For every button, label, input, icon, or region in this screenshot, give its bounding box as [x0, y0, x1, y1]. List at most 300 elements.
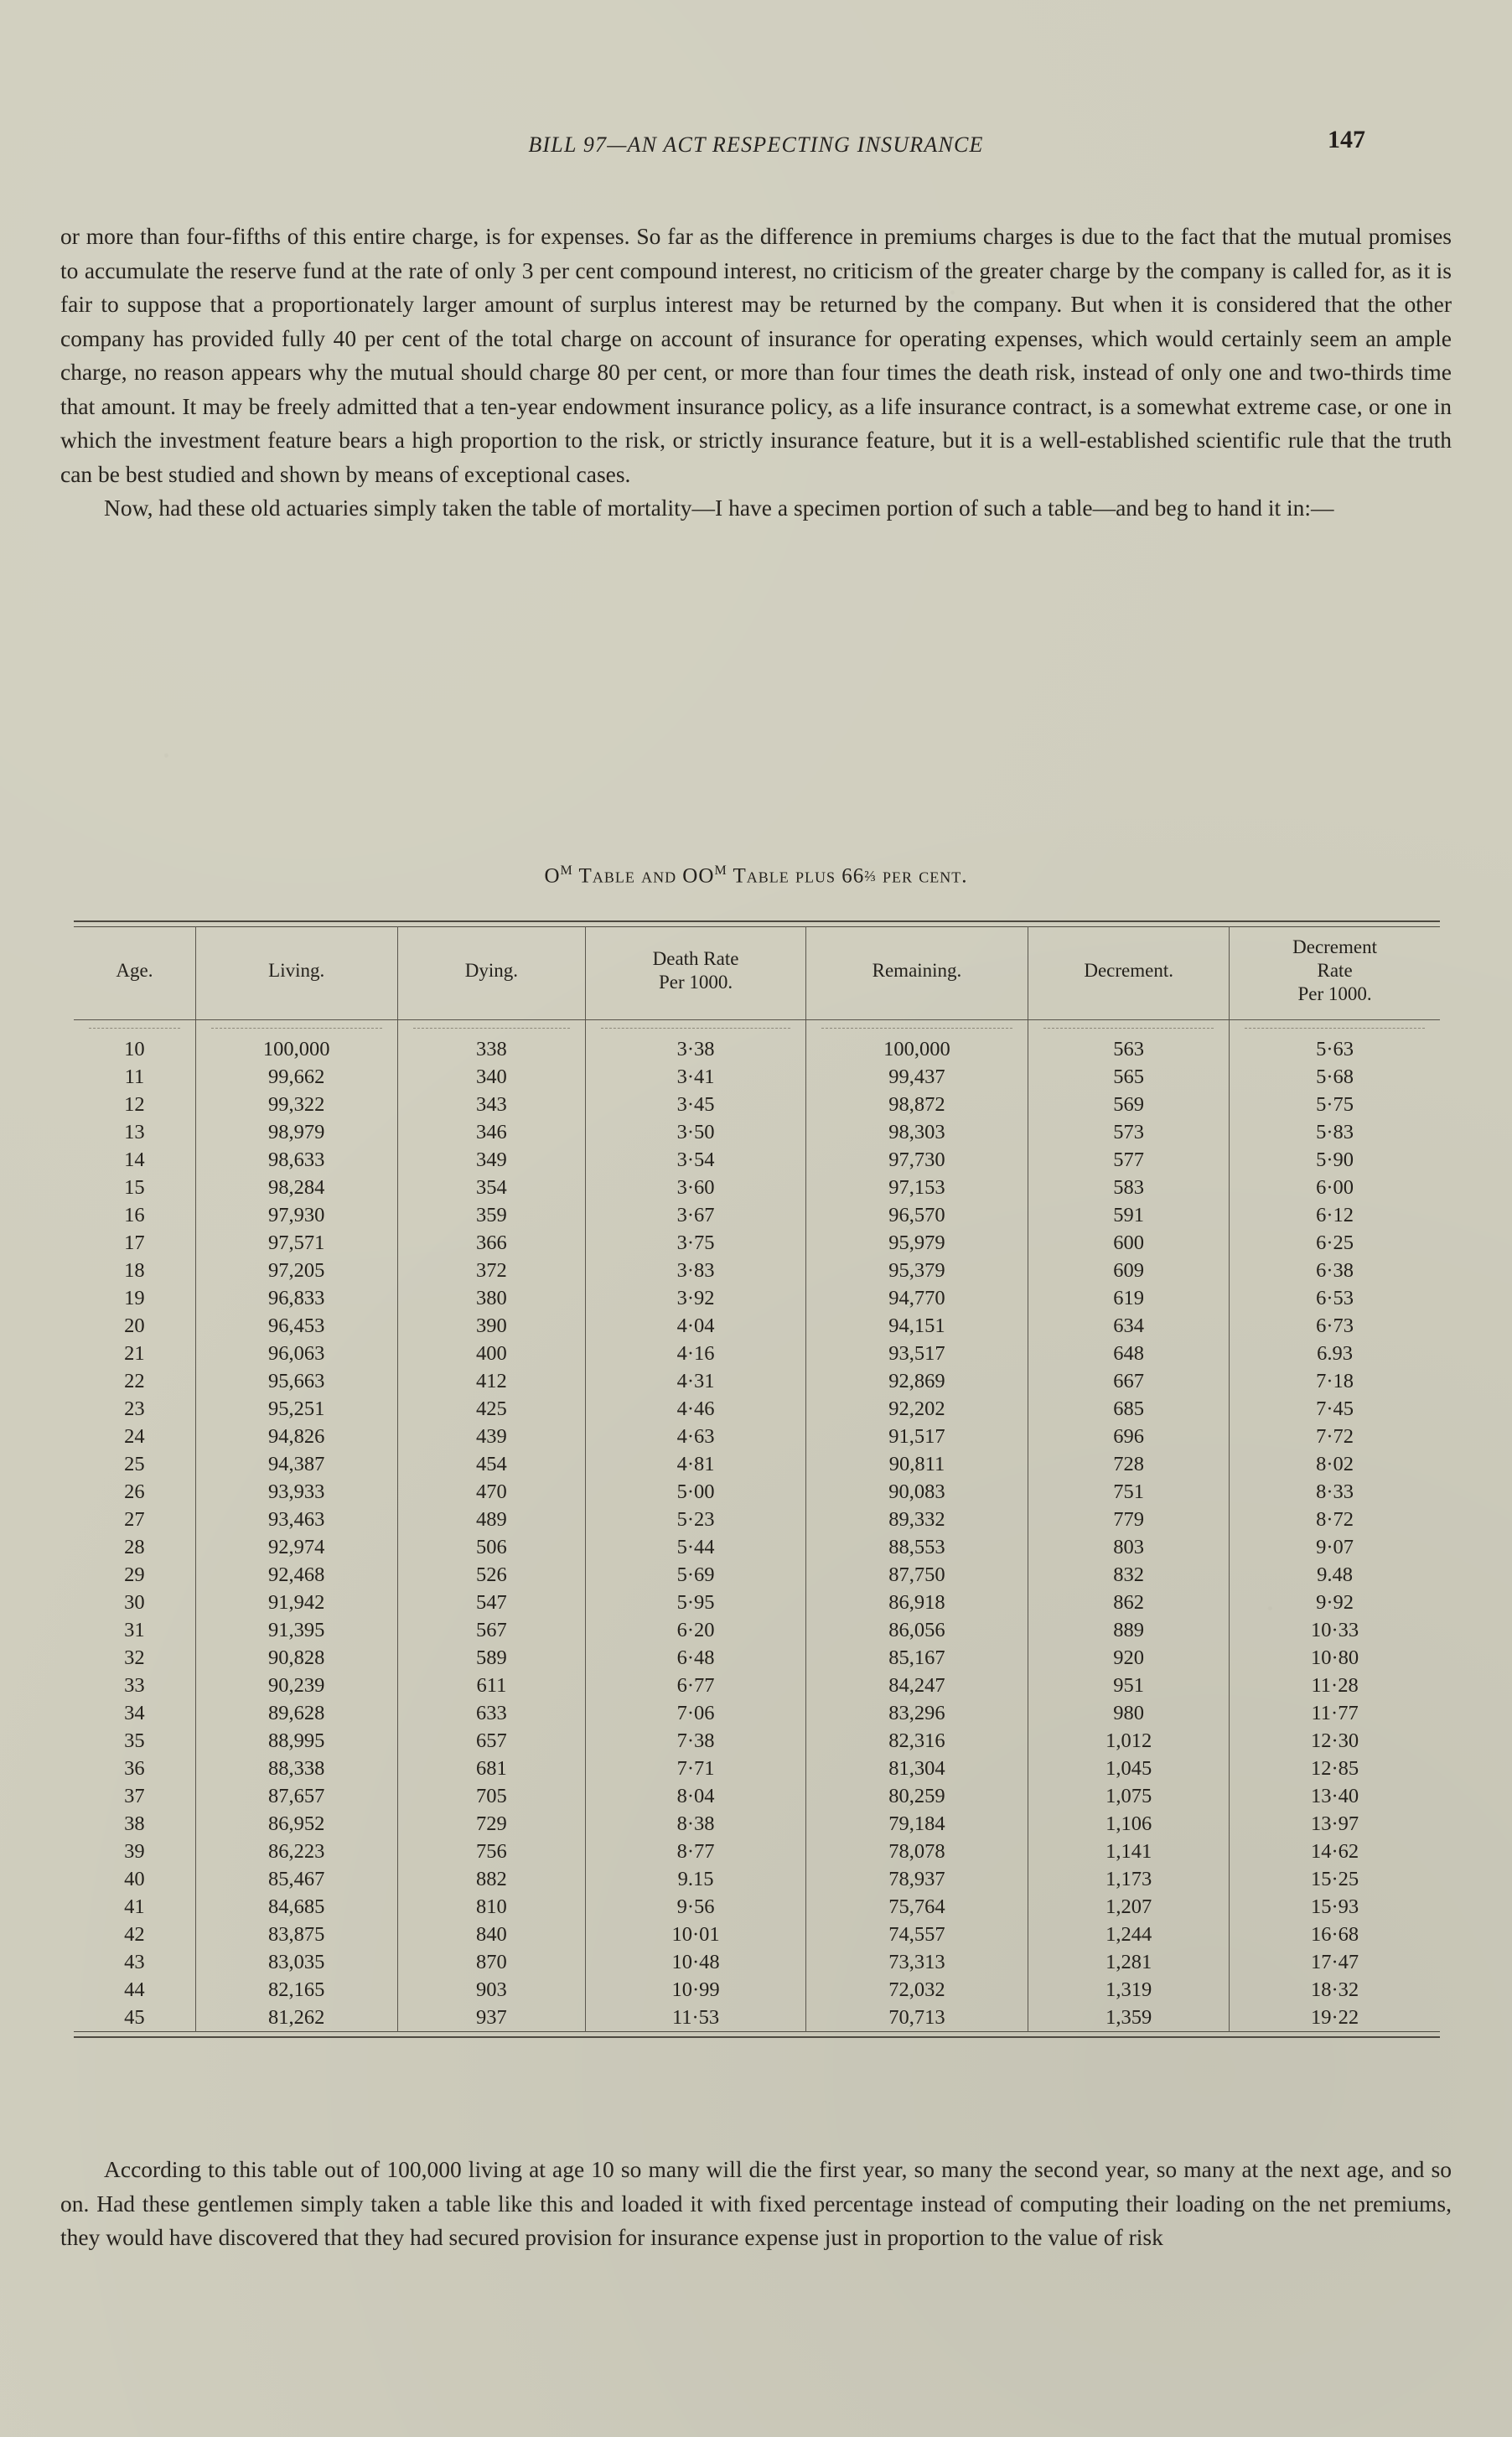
table-row [74, 1423, 1440, 1450]
cell-living: 93,933 [195, 1478, 397, 1506]
cell-age: 37 [124, 1784, 145, 1807]
cell-dying: 882 [397, 1865, 586, 1893]
cell-remaining: 99,437 [805, 1063, 1028, 1091]
cell-decrement-rate: 9·07 [1230, 1533, 1440, 1561]
cell-living: 92,974 [195, 1533, 397, 1561]
cell-death-rate: 5·00 [586, 1478, 805, 1506]
table-caption-mid-2: Table plus 66 [727, 864, 865, 888]
table-footer [74, 2032, 1440, 2038]
cell-remaining: 90,083 [805, 1478, 1028, 1506]
table-header [74, 921, 1440, 1035]
cell-age: 24 [124, 1424, 145, 1448]
cell-dying: 380 [397, 1284, 586, 1312]
cell-death-rate: 4·63 [586, 1423, 805, 1450]
cell-decrement: 980 [1028, 1699, 1230, 1727]
column-header-dying [397, 927, 586, 1020]
cell-living: 100,000 [195, 1035, 397, 1063]
cell-living: 85,467 [195, 1865, 397, 1893]
table-row [74, 1395, 1440, 1423]
cell-living: 88,995 [195, 1727, 397, 1755]
paragraph-3: According to this table out of 100,000 living at age 10 so many will die the first year, so many the second year, so many at the next age, and so on. Had these gentlemen simply taken a table like this and loaded it with fixed percentage instead of computing their loading on the net premiums, they would have discovered that they had secured provision for insurance expense just in proportion to the value of risk [60, 2156, 1452, 2250]
cell-remaining: 80,259 [805, 1782, 1028, 1810]
table-caption-pre: O [544, 864, 561, 888]
column-header-age-line-1: Age. [116, 960, 153, 981]
cell-decrement-rate: 13·40 [1230, 1782, 1440, 1810]
page-number: 147 [1328, 126, 1365, 153]
table-row [74, 1229, 1440, 1257]
cell-age: 22 [124, 1369, 145, 1392]
cell-decrement: 685 [1028, 1395, 1230, 1423]
cell-decrement-rate: 6·38 [1230, 1257, 1440, 1284]
cell-death-rate: 7·06 [586, 1699, 805, 1727]
cell-living: 94,387 [195, 1450, 397, 1478]
cell-death-rate: 4·16 [586, 1340, 805, 1367]
cell-remaining: 92,202 [805, 1395, 1028, 1423]
cell-age: 44 [124, 1978, 145, 2001]
table-row [74, 1976, 1440, 2004]
table-row [74, 1146, 1440, 1174]
table-row [74, 1589, 1440, 1616]
cell-death-rate: 3·50 [586, 1118, 805, 1146]
cell-death-rate: 10·48 [586, 1948, 805, 1976]
cell-dying: 589 [397, 1644, 586, 1672]
cell-dying: 346 [397, 1118, 586, 1146]
cell-living: 91,395 [195, 1616, 397, 1644]
cell-decrement-rate: 5·68 [1230, 1063, 1440, 1091]
cell-living: 88,338 [195, 1755, 397, 1782]
cell-remaining: 98,872 [805, 1091, 1028, 1118]
table-row [74, 1506, 1440, 1533]
cell-death-rate: 4·46 [586, 1395, 805, 1423]
mortality-table-wrapper [74, 920, 1440, 2038]
cell-decrement-rate: 18·32 [1230, 1976, 1440, 2004]
cell-decrement: 648 [1028, 1340, 1230, 1367]
column-header-decrement-rate-line-2: Rate [1317, 960, 1353, 981]
cell-dying: 340 [397, 1063, 586, 1091]
cell-decrement-rate: 5·83 [1230, 1118, 1440, 1146]
table-body [74, 1035, 1440, 2032]
cell-death-rate: 4·31 [586, 1367, 805, 1395]
cell-dying: 412 [397, 1367, 586, 1395]
cell-age: 18 [124, 1258, 145, 1282]
paragraph-1: or more than four-fifths of this entire charge, is for expenses. So far as the difference in premiums charges is due to the fact that the mutual promises to accumulate the reserve fund at the rate of only 3 per cent compound interest, no criticism of the greater charge by the company is called for, as it is fair to suppose that a proportionately larger amount of surplus interest may be returned by the company. But when it is considered that the other company has provided fully 40 per cent of the total charge on account of insurance for operating expenses, which would certainly seem an ample charge, no reason appears why the mutual should charge 80 per cent, or more than four times the death risk, instead of only one and two-thirds time that amount. It may be freely admitted that a ten-year endowment insurance policy, as a life insurance contract, is a somewhat extreme case, or one in which the investment feature bears a high proportion to the risk, or strictly insurance feature, but it is a well-established scientific rule that the truth can be best studied and shown by means of exceptional cases. [60, 223, 1452, 487]
cell-death-rate: 5·95 [586, 1589, 805, 1616]
cell-living: 82,165 [195, 1976, 397, 2004]
table-row [74, 1948, 1440, 1976]
column-header-living-line-1: Living. [268, 960, 325, 981]
cell-living: 83,875 [195, 1921, 397, 1948]
cell-death-rate: 3·92 [586, 1284, 805, 1312]
cell-dying: 903 [397, 1976, 586, 2004]
cell-living: 95,663 [195, 1367, 397, 1395]
cell-dying: 470 [397, 1478, 586, 1506]
cell-decrement-rate: 6·73 [1230, 1312, 1440, 1340]
cell-living: 96,453 [195, 1312, 397, 1340]
cell-decrement: 1,319 [1028, 1976, 1230, 2004]
cell-living: 97,571 [195, 1229, 397, 1257]
column-header-decrement [1028, 927, 1230, 1020]
cell-living: 98,979 [195, 1118, 397, 1146]
separator-cell-decrement [1028, 1020, 1230, 1036]
cell-remaining: 100,000 [805, 1035, 1028, 1063]
cell-living: 92,468 [195, 1561, 397, 1589]
cell-age: 45 [124, 2005, 145, 2029]
cell-decrement: 1,045 [1028, 1755, 1230, 1782]
cell-living: 98,284 [195, 1174, 397, 1201]
cell-remaining: 93,517 [805, 1340, 1028, 1367]
cell-decrement: 751 [1028, 1478, 1230, 1506]
cell-age: 38 [124, 1812, 145, 1835]
separator-cell-decrement-rate [1230, 1020, 1440, 1036]
cell-decrement-rate: 8·33 [1230, 1478, 1440, 1506]
cell-decrement: 832 [1028, 1561, 1230, 1589]
cell-decrement-rate: 9·92 [1230, 1589, 1440, 1616]
cell-decrement-rate: 8·72 [1230, 1506, 1440, 1533]
cell-remaining: 79,184 [805, 1810, 1028, 1838]
cell-remaining: 95,979 [805, 1229, 1028, 1257]
cell-dying: 349 [397, 1146, 586, 1174]
cell-dying: 870 [397, 1948, 586, 1976]
table-row [74, 1284, 1440, 1312]
cell-death-rate: 9.15 [586, 1865, 805, 1893]
cell-decrement-rate: 10·33 [1230, 1616, 1440, 1644]
cell-living: 99,322 [195, 1091, 397, 1118]
column-header-decrement-rate [1230, 927, 1440, 1020]
cell-living: 90,828 [195, 1644, 397, 1672]
cell-living: 86,952 [195, 1810, 397, 1838]
cell-living: 98,633 [195, 1146, 397, 1174]
cell-age: 31 [124, 1618, 145, 1641]
table-row [74, 1672, 1440, 1699]
cell-decrement: 573 [1028, 1118, 1230, 1146]
cell-age: 20 [124, 1314, 145, 1337]
cell-decrement: 1,207 [1028, 1893, 1230, 1921]
cell-remaining: 73,313 [805, 1948, 1028, 1976]
cell-decrement-rate: 19·22 [1230, 2004, 1440, 2032]
cell-dying: 547 [397, 1589, 586, 1616]
cell-remaining: 83,296 [805, 1699, 1028, 1727]
body-paragraph-bottom [60, 2153, 1452, 2255]
cell-decrement: 862 [1028, 1589, 1230, 1616]
cell-decrement-rate: 10·80 [1230, 1644, 1440, 1672]
cell-living: 89,628 [195, 1699, 397, 1727]
cell-age: 27 [124, 1507, 145, 1531]
cell-decrement-rate: 7·72 [1230, 1423, 1440, 1450]
running-head-title: BILL 97—AN ACT RESPECTING INSURANCE [528, 132, 984, 157]
cell-decrement: 1,173 [1028, 1865, 1230, 1893]
separator-cell-age [74, 1020, 195, 1036]
cell-decrement: 1,244 [1028, 1921, 1230, 1948]
cell-age: 17 [124, 1231, 145, 1254]
cell-age: 32 [124, 1646, 145, 1669]
cell-decrement-rate: 7·18 [1230, 1367, 1440, 1395]
cell-dying: 810 [397, 1893, 586, 1921]
cell-death-rate: 10·01 [586, 1921, 805, 1948]
cell-death-rate: 3·45 [586, 1091, 805, 1118]
column-header-remaining-line-1: Remaining. [872, 960, 962, 981]
cell-decrement: 728 [1028, 1450, 1230, 1478]
cell-decrement: 563 [1028, 1035, 1230, 1063]
cell-decrement: 1,075 [1028, 1782, 1230, 1810]
table-row [74, 1893, 1440, 1921]
cell-dying: 729 [397, 1810, 586, 1838]
cell-dying: 506 [397, 1533, 586, 1561]
cell-remaining: 91,517 [805, 1423, 1028, 1450]
cell-dying: 338 [397, 1035, 586, 1063]
cell-age: 29 [124, 1563, 145, 1586]
table-row [74, 1755, 1440, 1782]
cell-dying: 756 [397, 1838, 586, 1865]
cell-death-rate: 5·69 [586, 1561, 805, 1589]
cell-age: 34 [124, 1701, 145, 1724]
cell-decrement-rate: 5·75 [1230, 1091, 1440, 1118]
cell-decrement: 889 [1028, 1616, 1230, 1644]
cell-decrement-rate: 13·97 [1230, 1810, 1440, 1838]
cell-remaining: 97,730 [805, 1146, 1028, 1174]
cell-remaining: 78,078 [805, 1838, 1028, 1865]
cell-dying: 567 [397, 1616, 586, 1644]
cell-death-rate: 3·38 [586, 1035, 805, 1063]
cell-death-rate: 7·71 [586, 1755, 805, 1782]
cell-death-rate: 11·53 [586, 2004, 805, 2032]
cell-dying: 390 [397, 1312, 586, 1340]
cell-death-rate: 3·67 [586, 1201, 805, 1229]
table-row [74, 1699, 1440, 1727]
cell-dying: 937 [397, 2004, 586, 2032]
table-row [74, 1257, 1440, 1284]
column-header-death-rate [586, 927, 805, 1020]
cell-dying: 611 [397, 1672, 586, 1699]
separator-cell-remaining [805, 1020, 1028, 1036]
cell-living: 81,262 [195, 2004, 397, 2032]
table-row [74, 1865, 1440, 1893]
cell-decrement-rate: 15·93 [1230, 1893, 1440, 1921]
cell-death-rate: 4·81 [586, 1450, 805, 1478]
table-column-headers [74, 927, 1440, 1020]
table-caption-end: per cent. [876, 864, 968, 888]
cell-decrement-rate: 12·30 [1230, 1727, 1440, 1755]
cell-dying: 454 [397, 1450, 586, 1478]
cell-decrement-rate: 16·68 [1230, 1921, 1440, 1948]
cell-age: 26 [124, 1480, 145, 1503]
cell-remaining: 87,750 [805, 1561, 1028, 1589]
cell-remaining: 88,553 [805, 1533, 1028, 1561]
column-header-death-rate-line-1: Death Rate [652, 948, 739, 969]
mortality-table [74, 920, 1440, 2038]
cell-decrement-rate: 5·63 [1230, 1035, 1440, 1063]
cell-age: 36 [124, 1756, 145, 1780]
table-row [74, 1921, 1440, 1948]
table-row [74, 1091, 1440, 1118]
cell-decrement: 1,281 [1028, 1948, 1230, 1976]
cell-living: 91,942 [195, 1589, 397, 1616]
cell-living: 97,205 [195, 1257, 397, 1284]
cell-decrement: 577 [1028, 1146, 1230, 1174]
cell-decrement: 591 [1028, 1201, 1230, 1229]
cell-living: 96,833 [195, 1284, 397, 1312]
cell-decrement: 803 [1028, 1533, 1230, 1561]
cell-dying: 366 [397, 1229, 586, 1257]
cell-death-rate: 6·20 [586, 1616, 805, 1644]
cell-remaining: 86,918 [805, 1589, 1028, 1616]
cell-remaining: 75,764 [805, 1893, 1028, 1921]
table-row [74, 1644, 1440, 1672]
separator-cell-dying [397, 1020, 586, 1036]
cell-decrement-rate: 8·02 [1230, 1450, 1440, 1478]
cell-decrement-rate: 11·28 [1230, 1672, 1440, 1699]
cell-age: 40 [124, 1867, 145, 1890]
cell-death-rate: 3·41 [586, 1063, 805, 1091]
cell-remaining: 95,379 [805, 1257, 1028, 1284]
cell-living: 90,239 [195, 1672, 397, 1699]
cell-age: 28 [124, 1535, 145, 1558]
table-row [74, 1838, 1440, 1865]
cell-dying: 633 [397, 1699, 586, 1727]
cell-living: 93,463 [195, 1506, 397, 1533]
table-row [74, 1782, 1440, 1810]
cell-decrement-rate: 11·77 [1230, 1699, 1440, 1727]
cell-dying: 400 [397, 1340, 586, 1367]
cell-dying: 526 [397, 1561, 586, 1589]
cell-death-rate: 8·04 [586, 1782, 805, 1810]
cell-decrement-rate: 6·53 [1230, 1284, 1440, 1312]
cell-remaining: 72,032 [805, 1976, 1028, 2004]
separator-cell-living [195, 1020, 397, 1036]
cell-death-rate: 10·99 [586, 1976, 805, 2004]
cell-decrement: 565 [1028, 1063, 1230, 1091]
column-header-dying-line-1: Dying. [464, 960, 519, 981]
cell-death-rate: 5·23 [586, 1506, 805, 1533]
cell-decrement-rate: 9.48 [1230, 1561, 1440, 1589]
cell-death-rate: 5·44 [586, 1533, 805, 1561]
cell-age: 13 [124, 1120, 145, 1143]
cell-dying: 681 [397, 1755, 586, 1782]
table-caption-fraction: ⅔ [864, 868, 877, 885]
cell-decrement-rate: 7·45 [1230, 1395, 1440, 1423]
cell-dying: 705 [397, 1782, 586, 1810]
cell-decrement: 920 [1028, 1644, 1230, 1672]
paragraph-2: Now, had these old actuaries simply taken the table of mortality—I have a specimen portion of such a table—and beg to hand it in:— [104, 495, 1334, 521]
cell-decrement: 1,106 [1028, 1810, 1230, 1838]
cell-remaining: 81,304 [805, 1755, 1028, 1782]
cell-dying: 354 [397, 1174, 586, 1201]
table-row [74, 1063, 1440, 1091]
cell-age: 39 [124, 1839, 145, 1863]
cell-living: 97,930 [195, 1201, 397, 1229]
cell-living: 96,063 [195, 1340, 397, 1367]
cell-decrement: 696 [1028, 1423, 1230, 1450]
cell-age: 12 [124, 1092, 145, 1116]
table-row [74, 1340, 1440, 1367]
table-caption-sup-1: M [560, 863, 573, 878]
cell-age: 11 [124, 1065, 145, 1088]
cell-decrement: 779 [1028, 1506, 1230, 1533]
cell-death-rate: 3·83 [586, 1257, 805, 1284]
cell-death-rate: 3·54 [586, 1146, 805, 1174]
cell-death-rate: 3·60 [586, 1174, 805, 1201]
cell-living: 84,685 [195, 1893, 397, 1921]
cell-age: 25 [124, 1452, 145, 1475]
cell-age: 23 [124, 1397, 145, 1420]
cell-decrement-rate: 6·25 [1230, 1229, 1440, 1257]
cell-age: 15 [124, 1175, 145, 1199]
table-row [74, 1533, 1440, 1561]
cell-living: 94,826 [195, 1423, 397, 1450]
column-header-decrement-line-1: Decrement. [1084, 960, 1173, 981]
cell-death-rate: 8·38 [586, 1810, 805, 1838]
table-row [74, 2004, 1440, 2032]
cell-dying: 439 [397, 1423, 586, 1450]
table-row [74, 1367, 1440, 1395]
cell-death-rate: 3·75 [586, 1229, 805, 1257]
column-header-decrement-rate-line-3: Per 1000. [1297, 983, 1372, 1004]
cell-death-rate: 4·04 [586, 1312, 805, 1340]
cell-death-rate: 9·56 [586, 1893, 805, 1921]
cell-age: 14 [124, 1148, 145, 1171]
cell-dying: 343 [397, 1091, 586, 1118]
cell-remaining: 94,770 [805, 1284, 1028, 1312]
running-head [0, 132, 1512, 158]
cell-living: 87,657 [195, 1782, 397, 1810]
cell-age: 33 [124, 1673, 145, 1697]
table-row [74, 1312, 1440, 1340]
cell-remaining: 78,937 [805, 1865, 1028, 1893]
cell-living: 99,662 [195, 1063, 397, 1091]
table-caption [0, 863, 1512, 888]
cell-decrement-rate: 6.93 [1230, 1340, 1440, 1367]
column-header-death-rate-line-2: Per 1000. [658, 972, 733, 993]
cell-decrement: 583 [1028, 1174, 1230, 1201]
cell-remaining: 98,303 [805, 1118, 1028, 1146]
column-header-living [195, 927, 397, 1020]
table-caption-o2: O [698, 864, 715, 888]
cell-age: 10 [124, 1037, 145, 1060]
cell-death-rate: 7·38 [586, 1727, 805, 1755]
cell-decrement: 1,141 [1028, 1838, 1230, 1865]
cell-remaining: 97,153 [805, 1174, 1028, 1201]
cell-decrement-rate: 14·62 [1230, 1838, 1440, 1865]
cell-remaining: 70,713 [805, 2004, 1028, 2032]
table-row [74, 1118, 1440, 1146]
cell-decrement: 1,012 [1028, 1727, 1230, 1755]
cell-age: 43 [124, 1950, 145, 1973]
cell-remaining: 85,167 [805, 1644, 1028, 1672]
cell-age: 16 [124, 1203, 145, 1226]
column-header-decrement-rate-line-1: Decrement [1292, 936, 1378, 957]
cell-decrement: 1,359 [1028, 2004, 1230, 2032]
cell-decrement: 667 [1028, 1367, 1230, 1395]
table-row [74, 1727, 1440, 1755]
table-bottom-rule [74, 2032, 1440, 2038]
body-paragraph-top [60, 220, 1452, 526]
cell-decrement: 951 [1028, 1672, 1230, 1699]
cell-remaining: 96,570 [805, 1201, 1028, 1229]
cell-decrement: 600 [1028, 1229, 1230, 1257]
table-row [74, 1561, 1440, 1589]
cell-decrement: 619 [1028, 1284, 1230, 1312]
cell-remaining: 89,332 [805, 1506, 1028, 1533]
separator-cell-death-rate [586, 1020, 805, 1036]
cell-remaining: 82,316 [805, 1727, 1028, 1755]
cell-decrement-rate: 17·47 [1230, 1948, 1440, 1976]
cell-age: 21 [124, 1341, 145, 1365]
cell-living: 83,035 [195, 1948, 397, 1976]
table-row [74, 1174, 1440, 1201]
cell-living: 86,223 [195, 1838, 397, 1865]
column-header-age [74, 927, 195, 1020]
cell-death-rate: 6·77 [586, 1672, 805, 1699]
cell-decrement-rate: 6·00 [1230, 1174, 1440, 1201]
